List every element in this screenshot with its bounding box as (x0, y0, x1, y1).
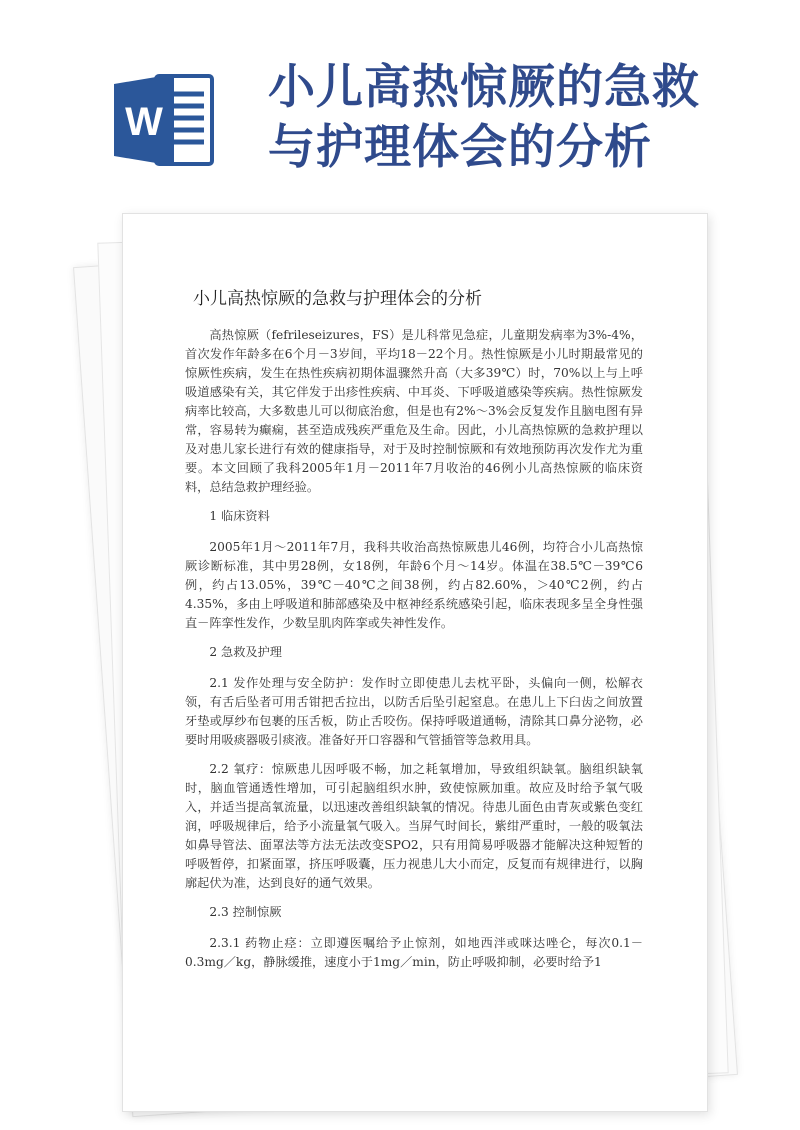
header-banner (0, 0, 800, 215)
section-heading-control: 2.3 控制惊厥 (209, 905, 282, 919)
document-page (122, 213, 708, 1112)
document-body (185, 326, 643, 982)
banner-title: 小儿高热惊厥的急救与护理体会的分析 (268, 60, 700, 175)
section-heading-clinical: 1 临床资料 (209, 509, 270, 523)
document-title: 小儿高热惊厥的急救与护理体会的分析 (193, 289, 482, 309)
paragraph-2-3-1: 2.3.1 药物止痉：立即遵医嘱给予止惊剂，如地西泮或咪达唑仑，每次0.1－0.3mg／kg，静脉缓推，速度小于1mg／min，防止呼吸抑制，必要时给予1 (185, 936, 643, 969)
paragraph-2-2: 2.2 氧疗：惊厥患儿因呼吸不畅，加之耗氧增加，导致组织缺氧。脑组织缺氧时，脑血管通透性增加，可引起脑组织水肿，致使惊厥加重。故应及时给予氧气吸入，并适当提高氧流量，以迅速改善组织缺氧的情况。待患儿面色由青灰或紫色变红润，呼吸规律后，给予小流量氧气吸入。当屏气时间长，紫绀严重时，一般的吸氧法如鼻导管法、面罩法等方法无法改变SPO2，只有用简易呼吸器才能解决这种短暂的呼吸暂停，扣紧面罩，挤压呼吸囊，压力视患儿大小而定，反复而有规律进行，以胸廓起伏为准，达到良好的通气效果。 (185, 762, 643, 890)
section-heading-emergency: 2 急救及护理 (209, 645, 282, 659)
clinical-paragraph: 2005年1月～2011年7月，我科共收治高热惊厥患儿46例，均符合小儿高热惊厥诊断标准，其中男28例，女18例，年龄6个月～14岁。体温在38.5℃－39℃6例，约占13.05%，39℃－40℃之间38例，约占82.60%，＞40℃2例，约占4.35%，多由上呼吸道和肺部感染及中枢神经系统感染引起，临床表现多呈全身性强直－阵挛性发作，少数呈肌肉阵挛或失神性发作。 (185, 540, 643, 630)
intro-paragraph: 高热惊厥（fefrileseizures，FS）是儿科常见急症，儿童期发病率为3%-4%，首次发作年龄多在6个月－3岁间，平均18－22个月。热性惊厥是小儿时期最常见的惊厥性疾病，发生在热性疾病初期体温骤然升高（大多39℃）时，70%以上与上呼吸道感染有关，其它伴发于出疹性疾病、中耳炎、下呼吸道感染等疾病。热性惊厥发病率比较高，大多数患儿可以彻底治愈，但是也有2%～3%会反复发作且脑电图有异常，容易转为癫痫，甚至造成残疾严重危及生命。因此，小儿高热惊厥的急救护理以及对患儿家长进行有效的健康指导，对于及时控制惊厥和有效地预防再次发作尤为重要。本文回顾了我科2005年1月－2011年7月收治的46例小儿高热惊厥的临床资料，总结急救护理经验。 (185, 328, 643, 494)
svg-text:W: W (125, 100, 163, 144)
paragraph-2-1: 2.1 发作处理与安全防护：发作时立即使患儿去枕平卧，头偏向一侧，松解衣领，有舌后坠者可用舌钳把舌拉出，以防舌后坠引起窒息。在患儿上下臼齿之间放置牙垫或厚纱布包裹的压舌板，防止舌咬伤。保持呼吸道通畅，清除其口鼻分泌物，必要时用吸痰器吸引痰液。准备好开口容器和气管插管等急救用具。 (185, 676, 643, 747)
word-document-icon (112, 70, 216, 170)
